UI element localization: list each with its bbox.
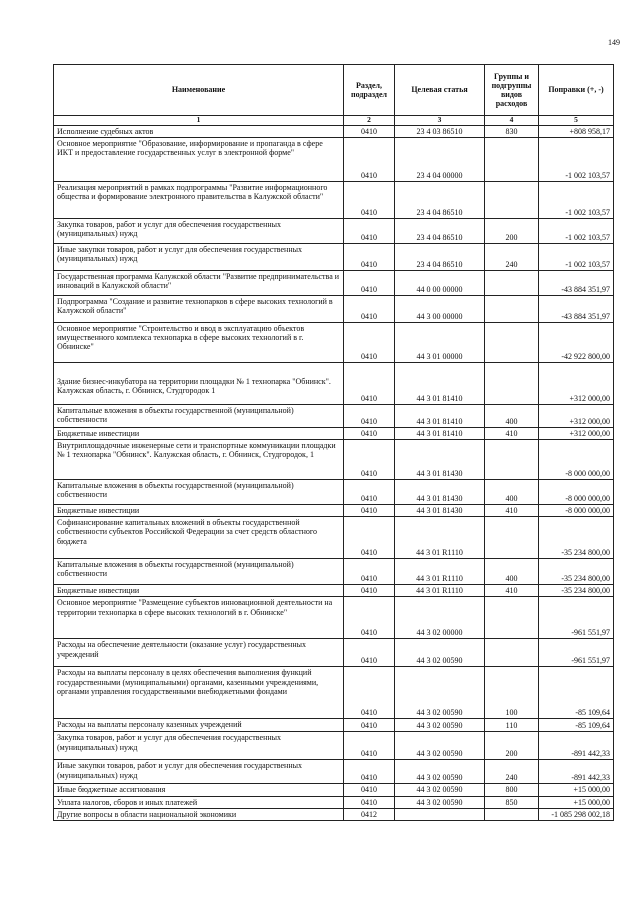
- row-name: Здание бизнес-инкубатора на территории площадки № 1 технопарка "Обнинск". Калужская область, г. Обнинск, Студгородок 1: [54, 362, 344, 404]
- row-section: 0410: [344, 585, 395, 597]
- col-header-section: Раздел, подраздел: [344, 65, 395, 116]
- row-section: 0410: [344, 362, 395, 404]
- row-name: Капитальные вложения в объекты государственной (муниципальной) собственности: [54, 480, 344, 505]
- row-group: [485, 322, 539, 362]
- row-target: 44 3 01 81430: [395, 480, 485, 505]
- row-group: [485, 808, 539, 820]
- row-name: Основное мероприятие "Строительство и ввод в эксплуатацию объектов имущественного комплекса технопарка в сфере высоких технологий в г. Обнинске": [54, 322, 344, 362]
- table-row: [54, 181, 614, 218]
- row-section: 0410: [344, 559, 395, 585]
- row-group: 100: [485, 667, 539, 719]
- row-section: 0410: [344, 719, 395, 732]
- row-target: 44 3 02 00000: [395, 597, 485, 639]
- row-group: [485, 639, 539, 667]
- row-amount: -891 442,33: [539, 760, 614, 784]
- row-section: 0410: [344, 404, 395, 427]
- row-amount: -8 000 000,00: [539, 440, 614, 480]
- row-amount: -1 002 103,57: [539, 181, 614, 218]
- col-number: 5: [539, 116, 614, 126]
- row-target: 44 3 01 81410: [395, 427, 485, 439]
- row-group: [485, 295, 539, 322]
- row-target: 23 4 04 00000: [395, 137, 485, 181]
- row-amount: -8 000 000,00: [539, 505, 614, 517]
- row-group: 410: [485, 427, 539, 439]
- row-group: 200: [485, 218, 539, 243]
- row-target: 44 0 00 00000: [395, 270, 485, 295]
- row-name: Реализация мероприятий в рамках подпрограммы "Развитие информационного общества и формирование электронного правительства в Калужской области": [54, 181, 344, 218]
- row-amount: -85 109,64: [539, 667, 614, 719]
- row-amount: +15 000,00: [539, 784, 614, 796]
- row-name: Иные закупки товаров, работ и услуг для обеспечения государственных (муниципальных) нужд: [54, 243, 344, 270]
- row-name: Расходы на выплаты персоналу казенных учреждений: [54, 719, 344, 732]
- row-section: 0410: [344, 125, 395, 137]
- table-header-row: [54, 65, 614, 116]
- row-name: Расходы на обеспечение деятельности (оказание услуг) государственных учреждений: [54, 639, 344, 667]
- table-row: [54, 639, 614, 667]
- table-row: [54, 218, 614, 243]
- row-target: 23 4 03 86510: [395, 125, 485, 137]
- row-amount: -8 000 000,00: [539, 480, 614, 505]
- col-header-name: Наименование: [54, 65, 344, 116]
- row-amount: -1 002 103,57: [539, 137, 614, 181]
- row-name: Другие вопросы в области национальной экономики: [54, 808, 344, 820]
- row-amount: +312 000,00: [539, 427, 614, 439]
- row-section: 0410: [344, 784, 395, 796]
- row-name: Государственная программа Калужской области "Развитие предпринимательства и инноваций в Калужской области": [54, 270, 344, 295]
- row-section: 0410: [344, 796, 395, 808]
- row-name: Бюджетные инвестиции: [54, 585, 344, 597]
- row-name: Закупка товаров, работ и услуг для обеспечения государственных (муниципальных) нужд: [54, 732, 344, 760]
- table-row: [54, 270, 614, 295]
- row-name: Капитальные вложения в объекты государственной (муниципальной) собственности: [54, 559, 344, 585]
- col-number: 1: [54, 116, 344, 126]
- table-row: [54, 243, 614, 270]
- row-name: Подпрограмма "Создание и развитие технопарков в сфере высоких технологий в Калужской области": [54, 295, 344, 322]
- row-name: Закупка товаров, работ и услуг для обеспечения государственных (муниципальных) нужд: [54, 218, 344, 243]
- row-name: Бюджетные инвестиции: [54, 427, 344, 439]
- row-target: 44 3 01 R1110: [395, 517, 485, 559]
- row-name: Уплата налогов, сборов и иных платежей: [54, 796, 344, 808]
- row-amount: +808 958,17: [539, 125, 614, 137]
- row-section: 0410: [344, 218, 395, 243]
- row-name: Иные бюджетные ассигнования: [54, 784, 344, 796]
- row-target: 44 3 02 00590: [395, 796, 485, 808]
- row-group: 850: [485, 796, 539, 808]
- table-row: [54, 784, 614, 796]
- row-group: 240: [485, 760, 539, 784]
- row-target: 23 4 04 86510: [395, 181, 485, 218]
- table-row: [54, 480, 614, 505]
- row-amount: -35 234 800,00: [539, 585, 614, 597]
- table-row: [54, 295, 614, 322]
- row-name: Иные закупки товаров, работ и услуг для обеспечения государственных (муниципальных) нужд: [54, 760, 344, 784]
- row-amount: -42 922 800,00: [539, 322, 614, 362]
- row-name: Основное мероприятие "Образование, информирование и пропаганда в сфере ИКТ и предоставление государственных услуг в электронной форме": [54, 137, 344, 181]
- row-section: 0410: [344, 322, 395, 362]
- row-target: 44 3 02 00590: [395, 784, 485, 796]
- row-section: 0410: [344, 639, 395, 667]
- row-amount: -85 109,64: [539, 719, 614, 732]
- row-section: 0410: [344, 440, 395, 480]
- row-group: [485, 270, 539, 295]
- row-target: 44 3 01 R1110: [395, 559, 485, 585]
- row-group: 410: [485, 585, 539, 597]
- row-target: 44 3 01 81410: [395, 362, 485, 404]
- row-section: 0410: [344, 137, 395, 181]
- row-amount: +312 000,00: [539, 404, 614, 427]
- row-amount: -891 442,33: [539, 732, 614, 760]
- row-group: 410: [485, 505, 539, 517]
- row-amount: -1 002 103,57: [539, 218, 614, 243]
- row-group: [485, 181, 539, 218]
- table-row: [54, 322, 614, 362]
- table-row: [54, 585, 614, 597]
- row-group: 830: [485, 125, 539, 137]
- row-amount: -35 234 800,00: [539, 517, 614, 559]
- row-amount: -43 884 351,97: [539, 270, 614, 295]
- row-group: [485, 440, 539, 480]
- row-target: 23 4 04 86510: [395, 218, 485, 243]
- row-target: [395, 808, 485, 820]
- col-number: 2: [344, 116, 395, 126]
- table-row: [54, 667, 614, 719]
- row-group: [485, 137, 539, 181]
- row-group: [485, 597, 539, 639]
- row-target: 44 3 01 R1110: [395, 585, 485, 597]
- row-amount: -1 085 298 002,18: [539, 808, 614, 820]
- table-row: [54, 137, 614, 181]
- table-row: [54, 505, 614, 517]
- row-group: 800: [485, 784, 539, 796]
- row-group: 400: [485, 404, 539, 427]
- table-row: [54, 404, 614, 427]
- row-group: 400: [485, 480, 539, 505]
- row-amount: -35 234 800,00: [539, 559, 614, 585]
- row-target: 44 3 01 81430: [395, 440, 485, 480]
- row-amount: +15 000,00: [539, 796, 614, 808]
- col-number: 3: [395, 116, 485, 126]
- row-section: 0410: [344, 270, 395, 295]
- table-row: [54, 732, 614, 760]
- table-row: [54, 719, 614, 732]
- column-number-row: [54, 116, 614, 126]
- row-target: 44 3 00 00000: [395, 295, 485, 322]
- table-row: [54, 362, 614, 404]
- col-number: 4: [485, 116, 539, 126]
- row-section: 0410: [344, 517, 395, 559]
- table-row: [54, 517, 614, 559]
- col-header-target: Целевая статья: [395, 65, 485, 116]
- row-amount: -1 002 103,57: [539, 243, 614, 270]
- row-name: Расходы на выплаты персоналу в целях обеспечения выполнения функций государственными (муниципальными) органами, казенными учреждениями, органами управления государственными внебюджетными фондами: [54, 667, 344, 719]
- row-amount: -961 551,97: [539, 639, 614, 667]
- row-group: 110: [485, 719, 539, 732]
- row-amount: +312 000,00: [539, 362, 614, 404]
- row-group: [485, 362, 539, 404]
- row-group: [485, 517, 539, 559]
- row-section: 0410: [344, 760, 395, 784]
- row-name: Бюджетные инвестиции: [54, 505, 344, 517]
- row-target: 44 3 02 00590: [395, 667, 485, 719]
- row-group: 240: [485, 243, 539, 270]
- row-section: 0410: [344, 732, 395, 760]
- row-target: 44 3 02 00590: [395, 719, 485, 732]
- row-target: 44 3 01 00000: [395, 322, 485, 362]
- table-row: [54, 597, 614, 639]
- table-row: [54, 125, 614, 137]
- row-section: 0410: [344, 480, 395, 505]
- row-target: 44 3 02 00590: [395, 639, 485, 667]
- table-row: [54, 440, 614, 480]
- table-row: [54, 808, 614, 820]
- row-target: 44 3 02 00590: [395, 732, 485, 760]
- row-section: 0412: [344, 808, 395, 820]
- col-header-amount: Поправки (+, -): [539, 65, 614, 116]
- row-section: 0410: [344, 295, 395, 322]
- row-target: 44 3 02 00590: [395, 760, 485, 784]
- table-row: [54, 760, 614, 784]
- row-amount: -43 884 351,97: [539, 295, 614, 322]
- page-number: 149: [608, 38, 620, 47]
- row-name: Софинансирование капитальных вложений в объекты государственной собственности субъектов Российской Федерации за счет средств областного бюджета: [54, 517, 344, 559]
- row-section: 0410: [344, 427, 395, 439]
- col-header-group: Группы и подгруппы видов расходов: [485, 65, 539, 116]
- row-amount: -961 551,97: [539, 597, 614, 639]
- row-section: 0410: [344, 667, 395, 719]
- row-name: Внутриплощадочные инженерные сети и транспортные коммуникации площадки № 1 технопарка "Обнинск". Калужская область, г. Обнинск, Студгородок, 1: [54, 440, 344, 480]
- row-name: Исполнение судебных актов: [54, 125, 344, 137]
- row-group: 400: [485, 559, 539, 585]
- row-name: Основное мероприятие "Размещение субъектов инновационной деятельности на территории технопарка в сфере высоких технологий в г. Обнинске": [54, 597, 344, 639]
- row-group: 200: [485, 732, 539, 760]
- row-section: 0410: [344, 597, 395, 639]
- row-name: Капитальные вложения в объекты государственной (муниципальной) собственности: [54, 404, 344, 427]
- row-target: 44 3 01 81430: [395, 505, 485, 517]
- row-section: 0410: [344, 181, 395, 218]
- table-row: [54, 559, 614, 585]
- row-section: 0410: [344, 505, 395, 517]
- budget-amendments-table: [53, 64, 614, 821]
- row-target: 44 3 01 81410: [395, 404, 485, 427]
- row-section: 0410: [344, 243, 395, 270]
- row-target: 23 4 04 86510: [395, 243, 485, 270]
- table-row: [54, 427, 614, 439]
- table-row: [54, 796, 614, 808]
